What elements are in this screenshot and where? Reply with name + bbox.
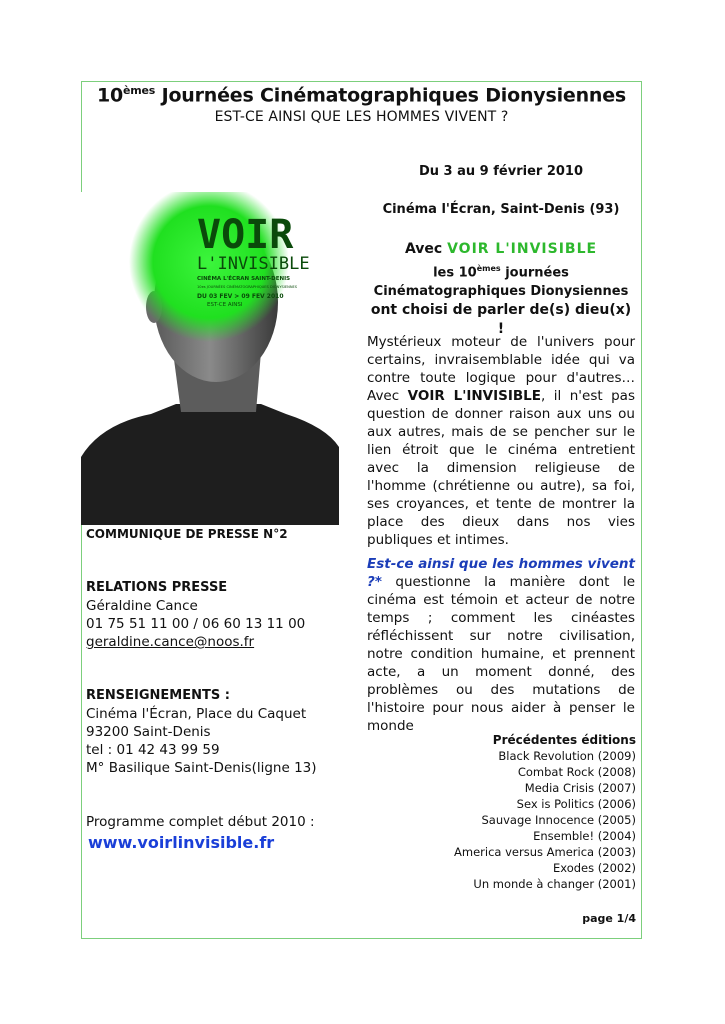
poster-voir-text: VOIR bbox=[197, 212, 294, 258]
brand-name: VOIR L'INVISIBLE bbox=[447, 241, 598, 257]
question-paragraph: Est-ce ainsi que les hommes vivent ?* questionne la manière dont le cinéma est témoin et acteur de notre temps ; comment les cinéastes réfléchissent sur notre civilisation, notre condition humaine, et prennent acte, a un moment donné, des problèmes ou des mutations de l'histoire pour nous aider à penser le monde bbox=[367, 556, 635, 734]
page-subtitle: EST-CE AINSI QUE LES HOMMES VIVENT ? bbox=[214, 109, 509, 125]
edition-item: America versus America (2003) bbox=[454, 845, 636, 859]
description-paragraph: Mystérieux moteur de l'univers pour certains, invraisemblable idée qui va contre toute logique pour d'autres… Avec VOIR L'INVISIBLE, il n'est pas question de donner raison aux uns ou aux autres, mais de se pencher sur le lien étroit que le cinéma entretient avec la dimension religieuse de l'homme (chrétienne ou autre), sa foi, ses croyances, et tente de montrer la place des dieux dans nos vies publiques et intimes. bbox=[367, 334, 635, 548]
press-relations-block bbox=[86, 579, 305, 651]
edition-item: Exodes (2002) bbox=[552, 861, 636, 875]
programme-label: Programme complet début 2010 : bbox=[86, 814, 315, 830]
info-metro: M° Basilique Saint-Denis(ligne 13) bbox=[86, 760, 317, 776]
svg-text:CINÉMA L'ÉCRAN SAINT-DENIS: CINÉMA L'ÉCRAN SAINT-DENIS bbox=[197, 276, 291, 282]
contact-phone: 01 75 51 11 00 / 06 60 13 11 00 bbox=[86, 616, 306, 632]
contact-name: Géraldine Cance bbox=[86, 598, 198, 614]
contact-email-link[interactable]: geraldine.cance@noos.fr bbox=[86, 634, 255, 650]
edition-item: Black Revolution (2009) bbox=[498, 749, 636, 763]
festival-poster-image bbox=[81, 192, 339, 525]
info-address: Cinéma l'Écran, Place du Caquet bbox=[86, 706, 307, 722]
edition-item: Sauvage Innocence (2005) bbox=[481, 813, 636, 827]
poster-invisible-text: L'INVISIBLE bbox=[197, 254, 310, 274]
question-text: Est-ce ainsi que les hommes vivent ?* bbox=[367, 556, 635, 590]
communique-label: COMMUNIQUE DE PRESSE N°2 bbox=[86, 527, 288, 541]
website-link[interactable]: www.voirlinvisible.fr bbox=[88, 833, 275, 852]
svg-text:DU 03 FEV > 09 FEV 2010: DU 03 FEV > 09 FEV 2010 bbox=[197, 293, 284, 300]
edition-item: Un monde à changer (2001) bbox=[473, 877, 636, 891]
edition-item: Combat Rock (2008) bbox=[517, 765, 636, 779]
press-relations-heading: RELATIONS PRESSE bbox=[86, 580, 228, 595]
festival-venue: Cinéma l'Écran, Saint-Denis (93) bbox=[382, 202, 620, 217]
svg-text:10es JOURNÉES CINÉMATOGRAPHIQU: 10es JOURNÉES CINÉMATOGRAPHIQUES DIONYSIENNES bbox=[197, 285, 298, 289]
svg-text:EST-CE AINSI: EST-CE AINSI bbox=[207, 302, 243, 308]
festival-dates: Du 3 au 9 février 2010 bbox=[418, 164, 584, 179]
previous-editions bbox=[454, 732, 636, 892]
info-heading: RENSEIGNEMENTS : bbox=[86, 688, 230, 703]
page-number: page 1/4 bbox=[582, 912, 636, 925]
editions-heading: Précédentes éditions bbox=[492, 733, 636, 747]
intro-block: Avec VOIR L'INVISIBLE les 10èmes journées Cinématographiques Dionysiennes ont choisi de parler de(s) dieu(x) ! bbox=[370, 241, 632, 338]
page-title: 10èmes Journées Cinématographiques Dionysiennes bbox=[96, 84, 627, 107]
edition-item: Sex is Politics (2006) bbox=[516, 797, 636, 811]
edition-item: Ensemble! (2004) bbox=[533, 829, 636, 843]
info-phone: tel : 01 42 43 99 59 bbox=[86, 742, 220, 758]
edition-item: Media Crisis (2007) bbox=[524, 781, 636, 795]
info-city: 93200 Saint-Denis bbox=[86, 724, 211, 740]
info-block bbox=[86, 687, 317, 777]
